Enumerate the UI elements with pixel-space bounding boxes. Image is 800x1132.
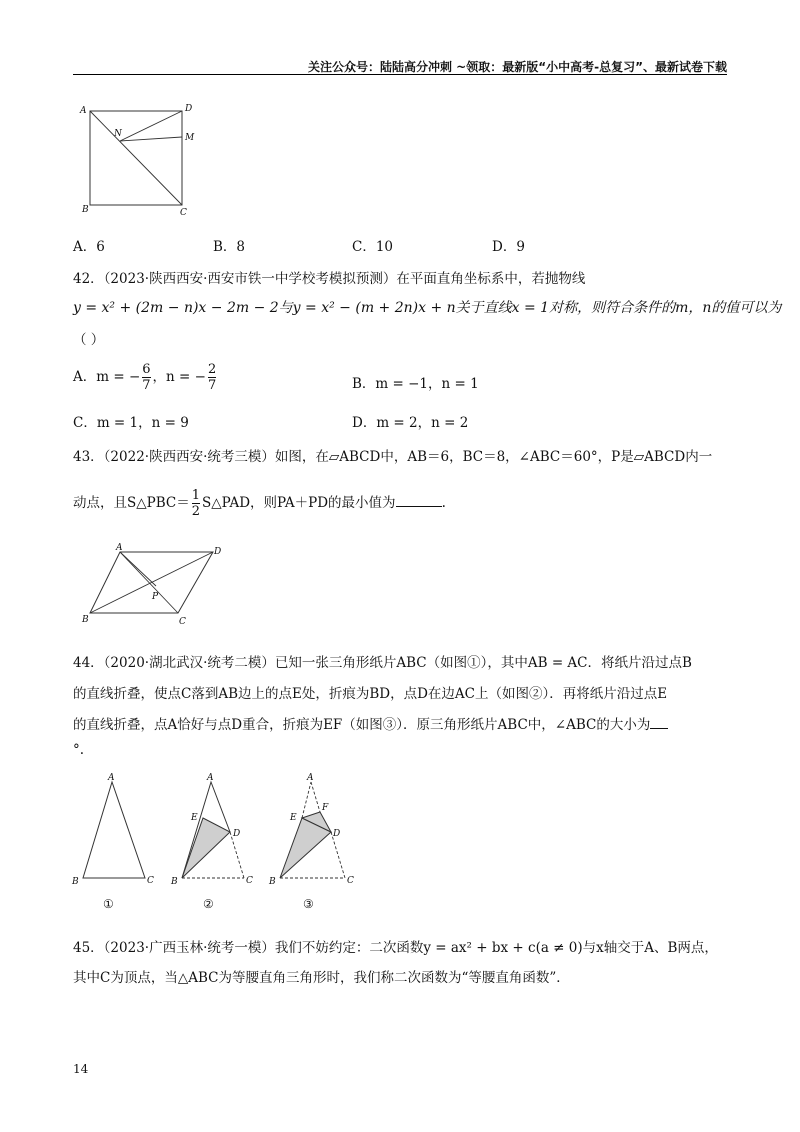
- q42-option-c: C．m = 1，n = 9: [73, 415, 189, 431]
- label-A: A: [116, 543, 123, 553]
- caption-3: ③: [303, 897, 314, 911]
- q44-line2: 的直线折叠，使点C落到AB边上的点E处，折痕为BD，点D在边AC上（如图②）．再将纸片沿过点E: [73, 686, 668, 702]
- page-header: 关注公众号：陆陆高分冲刺 ~领取：最新版“小中高考-总复习”、最新试卷下载: [308, 60, 727, 74]
- q44-line3-text: 的直线折叠，点A恰好与点D重合，折痕为EF（如图③）．原三角形纸片ABC中，∠ABC的大小为: [73, 717, 651, 733]
- q41-option-a: A．6: [73, 239, 105, 255]
- label-B: B: [82, 615, 89, 625]
- answer-blank: [396, 494, 442, 507]
- frac-den: 7: [207, 378, 217, 393]
- label-D: D: [333, 829, 341, 839]
- label-P: P: [152, 592, 159, 602]
- q42-title: [73, 267, 585, 287]
- q42-equation-line: y = x² + (2m − n)x − 2m − 2与y = x² − (m + 2n)x + n关于直线x = 1对称，则符合条件的m，n的值可以为: [73, 300, 782, 316]
- q42-option-d: D．m = 2，n = 2: [352, 415, 469, 431]
- caption-2: ②: [203, 897, 214, 911]
- answer-blank: [650, 716, 668, 729]
- q45-line1: 45．（2023·广西玉林·统考一模）我们不妨约定：二次函数y = ax² + bx + c(a ≠ 0)与x轴交于A、B两点，: [73, 940, 718, 956]
- label-F: F: [322, 803, 329, 813]
- label-A: A: [207, 773, 214, 783]
- label-A: A: [108, 773, 115, 783]
- frac-den: 7: [142, 378, 151, 393]
- q41-option-d: D．9: [492, 239, 525, 255]
- label-A: A: [80, 106, 87, 116]
- q45-line2: 其中C为顶点，当△ABC为等腰直角三角形时，我们称二次函数为“等腰直角函数”．: [73, 970, 570, 986]
- label-C: C: [179, 617, 186, 627]
- q42-source: （2023·陕西西安·西安市铁一中学校考模拟预测）在平面直角坐标系中，若抛物线: [103, 271, 586, 287]
- q44-line4: °.: [73, 742, 85, 758]
- frac-den: 2: [191, 504, 200, 519]
- q42-opt-a-mid: ，n = −: [152, 369, 206, 385]
- label-B: B: [72, 877, 79, 887]
- q43-line1: 43．（2022·陕西西安·统考三模）如图，在▱ABCD中，AB＝6，BC＝8，∠ABC＝60°，P是▱ABCD内一: [73, 449, 713, 465]
- q41-square-figure: [78, 100, 198, 220]
- q42-opt-a-prefix: A．m = −: [73, 369, 141, 385]
- q43-text-a: 动点，且S△PBC＝: [73, 495, 190, 511]
- label-D: D: [185, 104, 193, 114]
- page-number: 14: [73, 1062, 89, 1076]
- frac-num: 2: [207, 362, 217, 377]
- header-rule: [73, 74, 727, 75]
- q44-triangle-figures: [70, 770, 370, 915]
- label-B: B: [269, 877, 276, 887]
- label-B: B: [82, 205, 89, 215]
- frac-num: 6: [142, 362, 151, 377]
- label-E: E: [191, 813, 198, 823]
- fraction-1-2: [192, 488, 200, 519]
- q43-end: .: [441, 495, 446, 511]
- label-E: E: [290, 813, 297, 823]
- q42-option-b: B．m = −1，n = 1: [352, 376, 479, 392]
- q42-paren: （ ）: [73, 332, 105, 348]
- q43-parallelogram-figure: [78, 540, 238, 628]
- q41-option-c: C．10: [352, 239, 394, 255]
- label-M: M: [185, 133, 195, 143]
- q41-option-b: B．8: [213, 239, 246, 255]
- q42-number: 42．: [73, 271, 104, 287]
- fraction-6-7: [142, 362, 150, 393]
- label-B: B: [171, 877, 178, 887]
- q42-option-a: [73, 362, 218, 393]
- label-A: A: [307, 773, 314, 783]
- q44-line3: [73, 713, 668, 733]
- q44-line1: 44．（2020·湖北武汉·统考二模）已知一张三角形纸片ABC（如图①），其中AB = AC．将纸片沿过点B: [73, 655, 692, 671]
- label-C: C: [180, 208, 187, 218]
- fraction-2-7: [208, 362, 216, 393]
- label-D: D: [233, 829, 241, 839]
- frac-num: 1: [191, 488, 200, 503]
- label-C: C: [246, 876, 253, 886]
- label-N: N: [114, 129, 122, 139]
- label-D: D: [214, 547, 222, 557]
- caption-1: ①: [103, 897, 114, 911]
- label-C: C: [147, 876, 154, 886]
- q43-text-b: S△PAD，则PA＋PD的最小值为: [202, 495, 396, 511]
- label-C: C: [347, 876, 354, 886]
- q43-line2: [73, 488, 446, 519]
